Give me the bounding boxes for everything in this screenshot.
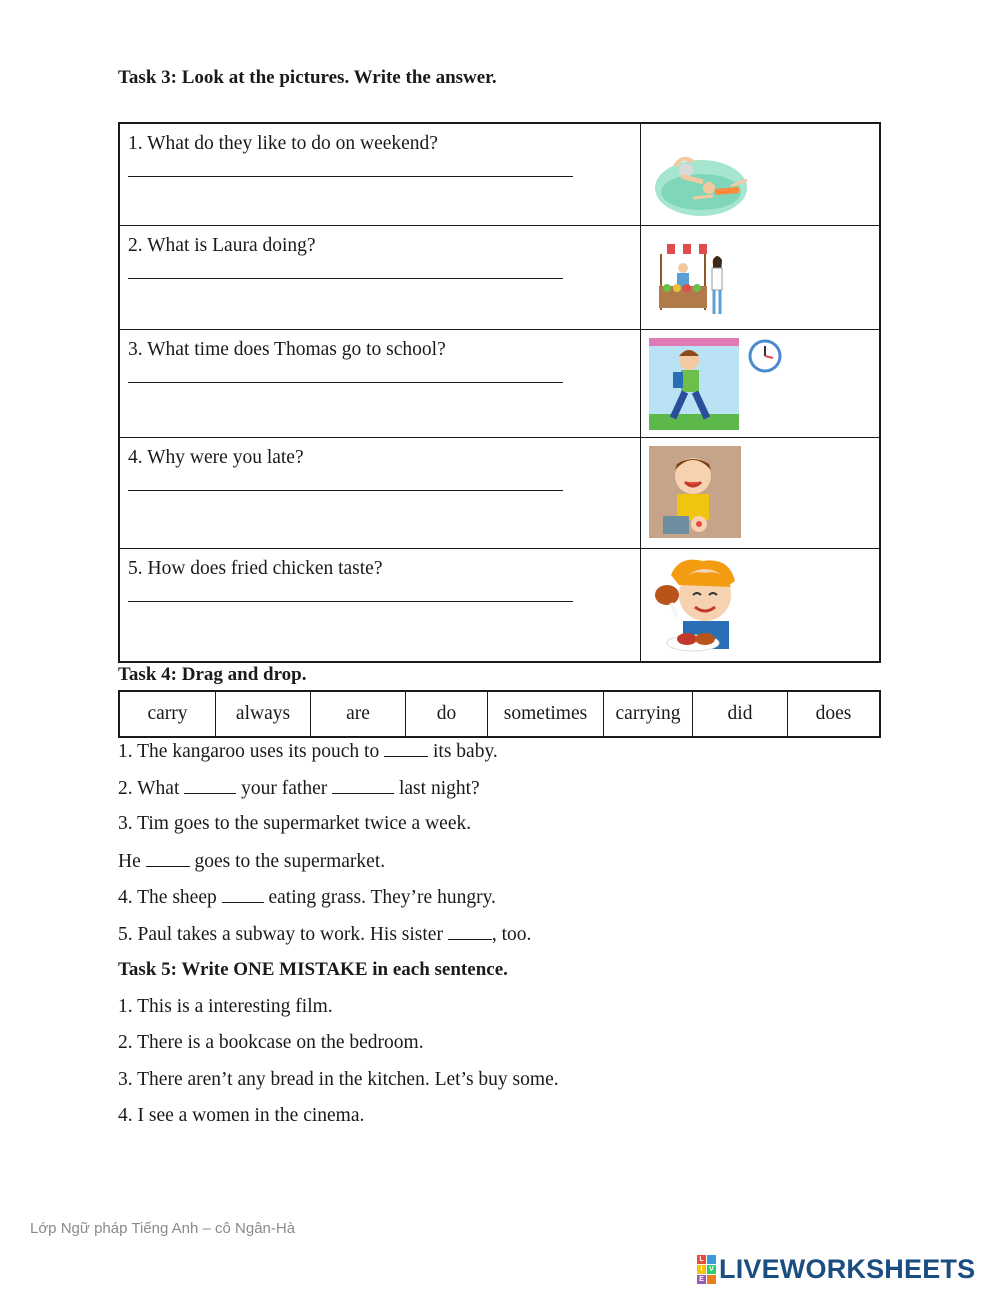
drag-sentence-1 (118, 740, 498, 763)
word-carry[interactable]: carry (120, 692, 216, 736)
logo-block: I (697, 1265, 706, 1274)
picture-cell (641, 124, 879, 225)
logo-block: L (697, 1255, 706, 1264)
sentence-text: 2. What (118, 778, 185, 799)
sentence-text: your father (236, 778, 333, 799)
word-did[interactable]: did (693, 692, 788, 736)
word-bank (118, 690, 881, 738)
drop-blank[interactable] (448, 923, 492, 940)
mistake-sentence[interactable]: 2. There is a bookcase on the bedroom. (118, 1032, 424, 1053)
task3-title: Task 3: Look at the pictures. Write the answer. (118, 67, 497, 88)
picture-cell (641, 226, 879, 329)
question-cell (120, 438, 641, 548)
picture-cell (641, 549, 879, 661)
question-text: 3. What time does Thomas go to school? (128, 339, 446, 360)
answer-line[interactable] (128, 159, 573, 177)
mistake-sentence[interactable]: 4. I see a women in the cinema. (118, 1105, 365, 1126)
boy-walking-clock-icon (649, 338, 785, 430)
question-cell (120, 226, 641, 329)
logo-block: V (707, 1265, 716, 1274)
word-are[interactable]: are (311, 692, 406, 736)
logo-block (707, 1255, 716, 1264)
drop-blank[interactable] (332, 777, 394, 794)
liveworksheets-logo[interactable] (697, 1254, 975, 1285)
sentence-text: 1. The kangaroo uses its pouch to (118, 741, 385, 762)
swimming-icon (653, 152, 749, 218)
picture-cell (641, 330, 879, 437)
word-carrying[interactable]: carrying (604, 692, 693, 736)
question-text: 4. Why were you late? (128, 447, 304, 468)
logo-block: E (697, 1275, 706, 1284)
logo-block (707, 1275, 716, 1284)
answer-line[interactable] (128, 261, 563, 279)
table-row (120, 330, 879, 438)
sentence-text: 5. Paul takes a subway to work. His sister (118, 924, 448, 945)
answer-line[interactable] (128, 473, 563, 491)
drag-sentence-3b (118, 850, 385, 873)
table-row (120, 549, 879, 661)
word-do[interactable]: do (406, 692, 488, 736)
sentence-text: eating grass. They’re hungry. (263, 887, 496, 908)
question-cell (120, 330, 641, 437)
table-row (120, 438, 879, 549)
drop-blank[interactable] (384, 740, 428, 757)
word-sometimes[interactable]: sometimes (488, 692, 604, 736)
drag-sentence-4 (118, 886, 496, 909)
sentence-text: 3. Tim goes to the supermarket twice a week. (118, 813, 472, 834)
drag-sentence-5 (118, 923, 531, 946)
sentence-text: , too. (491, 924, 532, 945)
sentence-text: goes to the supermarket. (189, 851, 386, 872)
drop-blank[interactable] (146, 850, 190, 867)
sentence-text: its baby. (428, 741, 498, 762)
sentence-text: last night? (394, 778, 480, 799)
task5-title: Task 5: Write ONE MISTAKE in each sentence. (118, 959, 508, 980)
answer-line[interactable] (128, 584, 573, 602)
boy-eating-chicken-icon (649, 555, 753, 653)
sentence-text: He (118, 851, 146, 872)
task3-table (118, 122, 881, 663)
logo-blocks-icon (697, 1255, 716, 1284)
boy-hurt-knee-icon (649, 446, 741, 538)
word-does[interactable]: does (815, 703, 852, 724)
footer-credit: Lớp Ngữ pháp Tiếng Anh – cô Ngân-Hà (30, 1220, 296, 1237)
word-always[interactable]: always (216, 692, 311, 736)
table-row (120, 226, 879, 330)
question-text: 5. How does fried chicken taste? (128, 558, 383, 579)
table-row (120, 124, 879, 226)
sentence-text: 4. The sheep (118, 887, 222, 908)
mistake-sentence[interactable]: 1. This is a interesting film. (118, 996, 333, 1017)
question-cell (120, 124, 641, 225)
market-stall-icon (655, 240, 727, 320)
drag-sentence-3 (118, 813, 471, 835)
task4-title: Task 4: Drag and drop. (118, 664, 307, 685)
logo-text: LIVEWORKSHEETS (719, 1254, 976, 1284)
picture-cell (641, 438, 879, 548)
question-cell (120, 549, 641, 661)
question-text: 1. What do they like to do on weekend? (128, 133, 438, 154)
mistake-sentence[interactable]: 3. There aren’t any bread in the kitchen. Let’s buy some. (118, 1069, 559, 1090)
drop-blank[interactable] (184, 777, 236, 794)
question-text: 2. What is Laura doing? (128, 235, 316, 256)
drop-blank[interactable] (222, 886, 264, 903)
drag-sentence-2 (118, 777, 480, 800)
answer-line[interactable] (128, 365, 563, 383)
